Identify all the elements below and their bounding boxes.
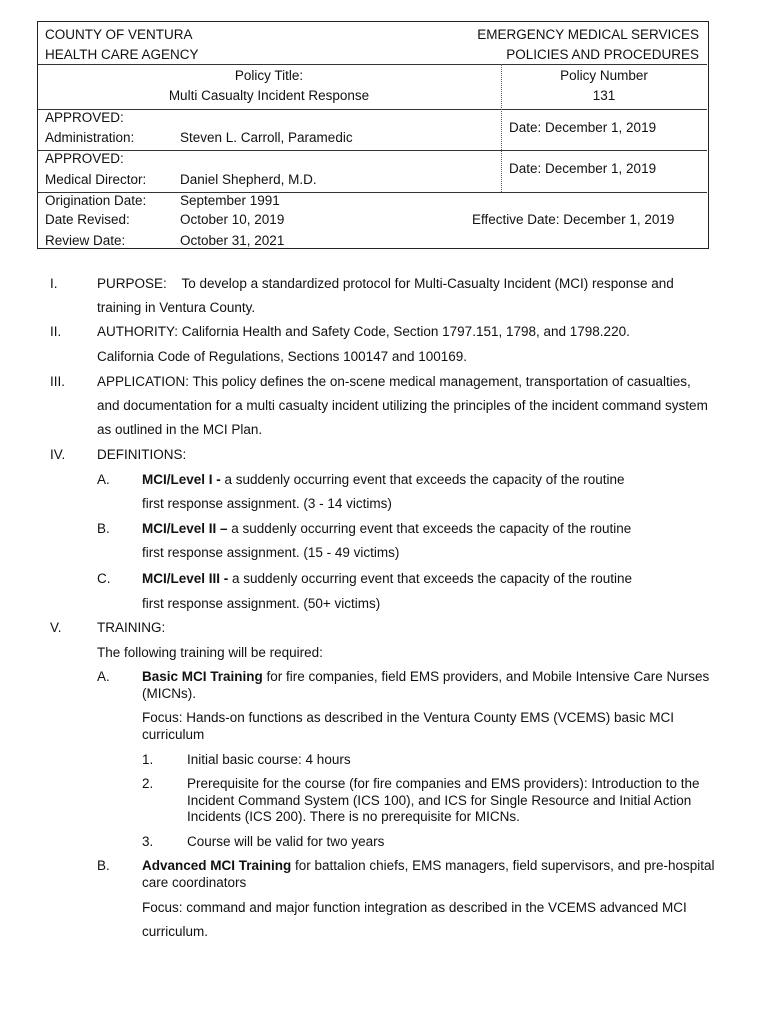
revised-value: October 10, 2019 <box>180 212 285 227</box>
medical-date: Date: December 1, 2019 <box>509 161 657 176</box>
effective-date: Effective Date: December 1, 2019 <box>472 212 675 227</box>
section-number: V. <box>50 620 62 635</box>
training-text-2: care coordinators <box>142 875 247 890</box>
column-divider <box>501 64 502 192</box>
divider <box>38 64 707 65</box>
approved-label: APPROVED: <box>45 110 124 125</box>
training-intro: The following training will be required: <box>97 645 323 660</box>
application-text-2: and documentation for a multi casualty incident utilizing the principles of the incident command system <box>97 398 708 413</box>
definition-term: MCI/Level III - <box>142 571 229 586</box>
section-number: III. <box>50 374 66 389</box>
admin-date: Date: December 1, 2019 <box>509 120 657 135</box>
training-focus: Focus: command and major function integration as described in the VCEMS advanced MCI <box>142 900 687 915</box>
training-text-2: (MICNs). <box>142 686 196 701</box>
origination-label: Origination Date: <box>45 193 147 208</box>
training-term: Advanced MCI Training <box>142 858 292 873</box>
definitions-title: DEFINITIONS: <box>97 447 187 462</box>
review-value: October 31, 2021 <box>180 233 285 248</box>
definition-item <box>142 472 625 487</box>
section-number: II. <box>50 324 62 339</box>
section-number: I. <box>50 276 58 291</box>
revised-label: Date Revised: <box>45 212 130 227</box>
policy-number: 131 <box>592 88 616 103</box>
divider <box>38 150 707 151</box>
definition-text: a suddenly occurring event that exceeds the capacity of the routine <box>227 521 632 536</box>
application-text: APPLICATION: This policy defines the on-scene medical management, transportation of casualties, <box>97 374 691 389</box>
training-focus-2: curriculum <box>142 727 205 742</box>
org-line2: HEALTH CARE AGENCY <box>45 47 199 62</box>
origination-value: September 1991 <box>180 193 280 208</box>
training-focus-2: curriculum. <box>142 924 209 939</box>
training-letter: B. <box>97 858 110 873</box>
training-item-advanced <box>142 858 715 873</box>
training-title: TRAINING: <box>97 620 166 635</box>
training-text: for fire companies, field EMS providers, and Mobile Intensive Care Nurses <box>262 669 710 684</box>
org-line1: COUNTY OF VENTURA <box>45 27 193 42</box>
admin-label: Administration: <box>45 130 135 145</box>
training-letter: A. <box>97 669 110 684</box>
definition-term: MCI/Level I - <box>142 472 221 487</box>
training-item-basic <box>142 669 709 684</box>
training-term: Basic MCI Training <box>142 669 263 684</box>
definition-text: a suddenly occurring event that exceeds the capacity of the routine <box>228 571 633 586</box>
section-number: IV. <box>50 447 66 462</box>
list-item-line: Incident Command System (ICS 100), and ICS for Single Resource and Initial Action <box>187 793 692 808</box>
definition-text-2: first response assignment. (50+ victims) <box>142 596 381 611</box>
review-label: Review Date: <box>45 233 126 248</box>
definition-item <box>142 571 632 586</box>
list-number: 3. <box>142 834 154 849</box>
list-number: 1. <box>142 752 154 767</box>
list-number: 2. <box>142 776 154 791</box>
training-text: for battalion chiefs, EMS managers, field supervisors, and pre-hospital <box>291 858 715 873</box>
definition-text: a suddenly occurring event that exceeds the capacity of the routine <box>220 472 625 487</box>
approved-label-2: APPROVED: <box>45 151 124 166</box>
definition-text-2: first response assignment. (15 - 49 victims) <box>142 545 400 560</box>
authority-text-2: California Code of Regulations, Sections 100147 and 100169. <box>97 349 468 364</box>
medical-director-name: Daniel Shepherd, M.D. <box>180 172 317 187</box>
list-item: Prerequisite for the course (for fire companies and EMS providers): Introduction to the <box>187 776 700 791</box>
definition-letter: C. <box>97 571 111 586</box>
purpose-text-2: training in Ventura County. <box>97 300 256 315</box>
medical-director-label: Medical Director: <box>45 172 147 187</box>
divider <box>38 109 707 110</box>
list-item: Course will be valid for two years <box>187 834 385 849</box>
list-item-line: Incidents (ICS 200). There is no prerequisite for MICNs. <box>187 809 520 824</box>
definition-text-2: first response assignment. (3 - 14 victims) <box>142 496 392 511</box>
definition-item <box>142 521 631 536</box>
definition-term: MCI/Level II – <box>142 521 228 536</box>
purpose-text: PURPOSE: To develop a standardized protocol for Multi-Casualty Incident (MCI) response and <box>97 276 674 291</box>
policy-title-label: Policy Title: <box>234 68 304 83</box>
policy-number-label: Policy Number <box>560 68 648 83</box>
definition-letter: B. <box>97 521 110 536</box>
dept-line2: POLICIES AND PROCEDURES <box>506 47 699 62</box>
policy-title: Multi Casualty Incident Response <box>168 88 370 103</box>
admin-name: Steven L. Carroll, Paramedic <box>180 130 353 145</box>
list-item: Initial basic course: 4 hours <box>187 752 351 767</box>
definition-letter: A. <box>97 472 110 487</box>
application-text-3: as outlined in the MCI Plan. <box>97 422 263 437</box>
dept-line1: EMERGENCY MEDICAL SERVICES <box>477 27 699 42</box>
training-focus: Focus: Hands-on functions as described in the Ventura County EMS (VCEMS) basic MCI <box>142 710 674 725</box>
authority-text: AUTHORITY: California Health and Safety Code, Section 1797.151, 1798, and 1798.220. <box>97 324 630 339</box>
